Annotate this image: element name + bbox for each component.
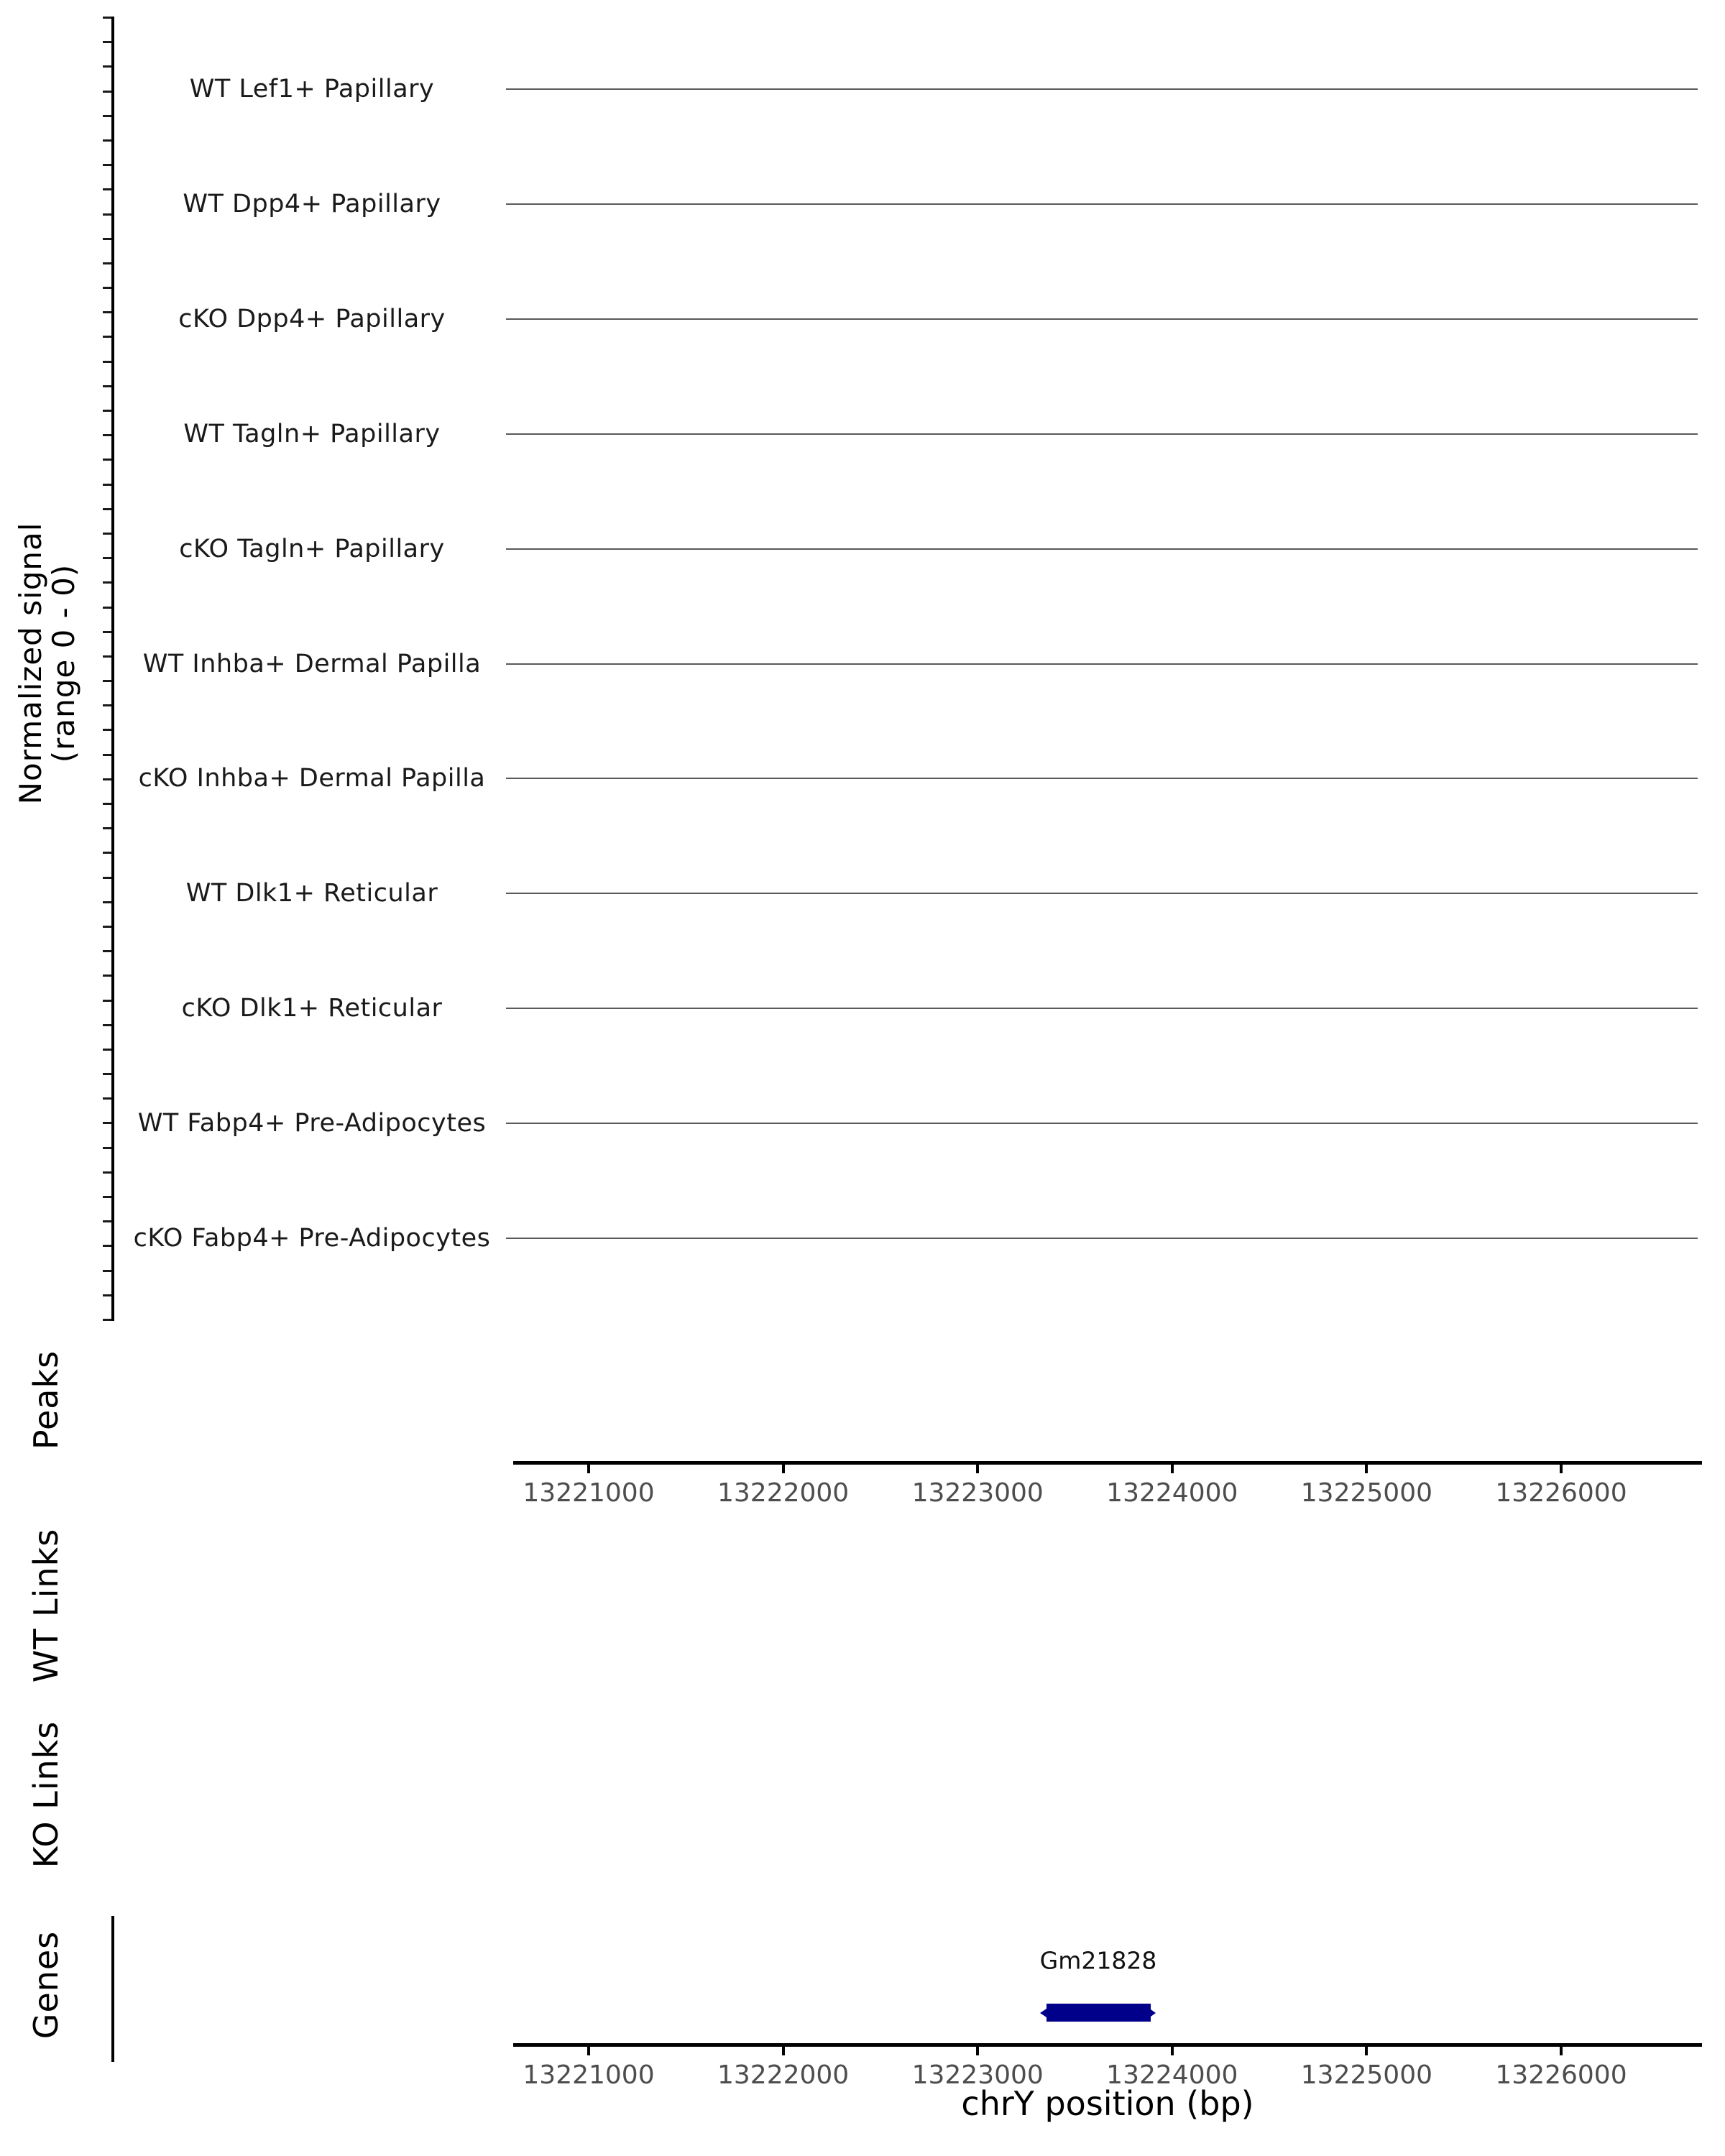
track-baseline [506,318,1698,320]
track-label: cKO Inhba+ Dermal Papilla [138,764,486,793]
signal-axis-minor-tick [103,336,111,338]
genome-axis-tick [782,2046,785,2055]
genome-axis-line [513,1461,1702,1465]
genome-axis-tick [1365,1464,1368,1473]
genes-sidebar-line [111,1916,114,2062]
signal-axis-minor-tick [103,1097,111,1100]
signal-axis-minor-tick [103,188,111,190]
section-label-ko-links: KO Links [27,1720,65,1869]
track-baseline [506,1008,1698,1009]
signal-axis-minor-tick [103,950,111,952]
signal-axis-minor-tick [103,975,111,977]
signal-axis-minor-tick [103,704,111,706]
signal-axis-minor-tick [103,1245,111,1247]
genome-axis-tick [1171,1464,1174,1473]
signal-axis-minor-tick [103,877,111,879]
signal-axis-minor-tick [103,778,111,780]
genome-axis-tick [976,2046,979,2055]
genome-axis-tick-label: 13221000 [523,1478,655,1508]
signal-axis-minor-tick [103,631,111,633]
signal-axis-minor-tick [103,1220,111,1222]
genome-axis-tick [587,1464,590,1473]
signal-axis-minor-tick [103,1171,111,1174]
x-axis-title: chrY position (bp) [961,2084,1254,2123]
signal-axis-minor-tick [103,1196,111,1198]
signal-axis-minor-tick [103,729,111,731]
signal-y-axis-label [14,522,80,805]
signal-axis-minor-tick [103,410,111,412]
track-baseline [506,88,1698,90]
genome-axis-tick-label: 13223000 [911,2060,1044,2090]
track-label: cKO Dpp4+ Papillary [178,304,446,333]
signal-axis-minor-tick [103,1000,111,1002]
track-label: cKO Fabp4+ Pre-Adipocytes [133,1224,491,1253]
genome-axis-tick [1560,1464,1563,1473]
signal-axis-minor-tick [103,17,111,19]
signal-axis-minor-tick [103,926,111,928]
signal-axis-minor-tick [103,581,111,584]
signal-axis-minor-tick [103,434,111,436]
track-label: WT Tagln+ Papillary [183,419,441,448]
gene-body [1046,2004,1151,2022]
track-baseline [506,203,1698,205]
genome-axis-tick-label: 13225000 [1300,2060,1433,2090]
signal-axis-minor-tick [103,1270,111,1272]
track-label: WT Dlk1+ Reticular [185,879,438,908]
signal-axis-minor-tick [103,91,111,93]
signal-axis-minor-tick [103,65,111,68]
signal-axis-minor-tick [103,287,111,289]
section-label-wt-links: WT Links [27,1528,65,1683]
signal-axis-minor-tick [103,680,111,682]
genome-axis-tick-label: 13224000 [1106,2060,1238,2090]
track-label: WT Fabp4+ Pre-Adipocytes [137,1109,487,1138]
signal-axis-minor-tick [103,557,111,559]
signal-axis-line [111,17,114,1321]
genome-axis-tick [587,2046,590,2055]
track-baseline [506,433,1698,435]
track-baseline [506,548,1698,550]
signal-axis-minor-tick [103,213,111,216]
signal-axis-minor-tick [103,852,111,854]
signal-axis-minor-tick [103,1147,111,1149]
signal-axis-minor-tick [103,1073,111,1075]
genome-axis-tick [1171,2046,1174,2055]
signal-axis-minor-tick [103,115,111,117]
track-label: WT Lef1+ Papillary [189,75,435,103]
genome-axis-tick-label: 13226000 [1495,1478,1627,1508]
genome-axis-tick-label: 13222000 [717,1478,850,1508]
section-label-genes: Genes [27,1930,65,2040]
genome-axis-tick-label: 13222000 [717,2060,850,2090]
track-baseline [506,663,1698,665]
gene-strand-arrow-right-icon [1151,2009,1156,2017]
signal-axis-minor-tick [103,164,111,166]
signal-axis-minor-tick [103,508,111,510]
genome-axis-tick-label: 13224000 [1106,1478,1238,1508]
track-label: WT Dpp4+ Papillary [183,189,441,218]
signal-axis-minor-tick [103,655,111,658]
signal-axis-minor-tick [103,1294,111,1296]
signal-axis-minor-tick [103,754,111,756]
track-baseline [506,1238,1698,1239]
signal-axis-minor-tick [103,41,111,43]
track-baseline [506,1123,1698,1124]
signal-axis-minor-tick [103,238,111,240]
signal-axis-minor-tick [103,901,111,903]
signal-axis-minor-tick [103,311,111,313]
genome-axis-tick-label: 13223000 [911,1478,1044,1508]
track-baseline [506,778,1698,779]
gene-strand-arrow-left-icon [1040,2009,1046,2017]
genome-axis-tick-label: 13221000 [523,2060,655,2090]
genome-axis-line [513,2043,1702,2047]
signal-axis-minor-tick [103,1122,111,1124]
signal-axis-minor-tick [103,262,111,264]
genome-axis-tick [1560,2046,1563,2055]
signal-axis-minor-tick [103,533,111,535]
track-label: cKO Dlk1+ Reticular [181,994,443,1023]
gene-name-label: Gm21828 [1039,1946,1157,1975]
track-baseline [506,893,1698,894]
signal-axis-minor-tick [103,361,111,363]
signal-axis-minor-tick [103,1319,111,1321]
genome-axis-tick [1365,2046,1368,2055]
signal-axis-minor-tick [103,484,111,486]
signal-axis-minor-tick [103,385,111,387]
signal-y-axis-label-line1: Normalized signal [13,522,48,805]
signal-axis-minor-tick [103,1049,111,1051]
genome-axis-tick [782,1464,785,1473]
signal-axis-minor-tick [103,607,111,609]
genome-axis-tick [976,1464,979,1473]
section-label-peaks: Peaks [27,1350,65,1450]
track-label: cKO Tagln+ Papillary [179,534,445,563]
signal-axis-minor-tick [103,827,111,829]
genome-axis-tick-label: 13225000 [1300,1478,1433,1508]
genome-axis-tick-label: 13226000 [1495,2060,1627,2090]
signal-axis-minor-tick [103,459,111,461]
signal-axis-minor-tick [103,139,111,142]
signal-axis-minor-tick [103,803,111,805]
track-label: WT Inhba+ Dermal Papilla [142,649,482,678]
signal-axis-minor-tick [103,1024,111,1026]
signal-y-axis-label-line2: (range 0 - 0) [46,563,81,763]
